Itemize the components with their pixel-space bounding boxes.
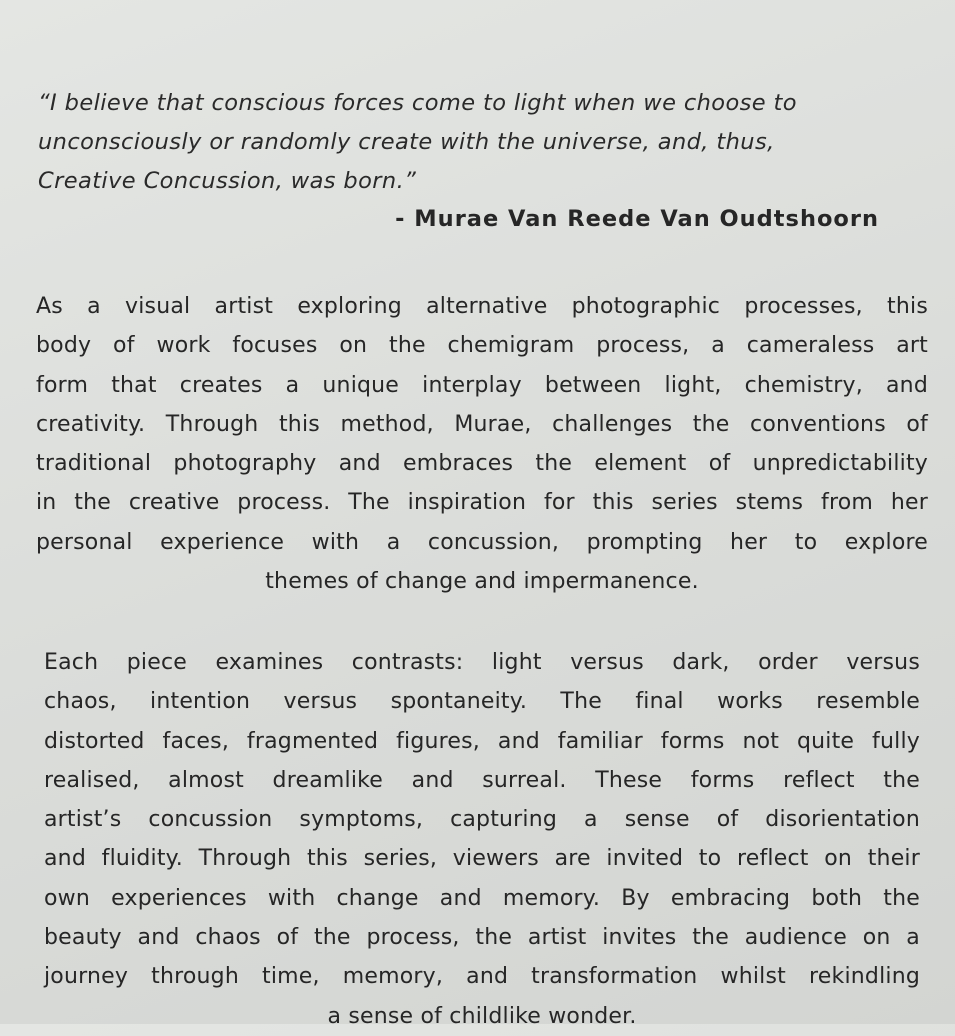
paragraph-line: beauty and chaos of the process, the artist invites the audience on a <box>44 925 920 951</box>
paragraph-line: artist’s concussion symptoms, capturing a sense of disorientation <box>44 807 920 833</box>
paragraph-line: themes of change and impermanence. <box>265 569 699 595</box>
paragraph-line: in the creative process. The inspiration for this series stems from her <box>36 490 928 516</box>
paragraph-line: chaos, intention versus spontaneity. The final works resemble <box>44 689 920 715</box>
paragraph-line: own experiences with change and memory. By embracing both the <box>44 885 920 911</box>
artist-statement-paragraph-1 <box>36 287 928 601</box>
paragraph-line: and fluidity. Through this series, viewers are invited to reflect on their <box>44 846 920 872</box>
paragraph-line: personal experience with a concussion, prompting her to explore <box>36 529 928 555</box>
paragraph-line: a sense of childlike wonder. <box>327 1003 637 1029</box>
paragraph-line: body of work focuses on the chemigram process, a cameraless art <box>36 333 928 359</box>
artist-statement-paragraph-2 <box>44 643 920 1036</box>
paragraph-line: traditional photography and embraces the element of unpredictability <box>36 451 928 477</box>
paragraph-line: distorted faces, fragmented figures, and familiar forms not quite fully <box>44 728 920 754</box>
paragraph-line: journey through time, memory, and transformation whilst rekindling <box>44 964 920 990</box>
paragraph-line: realised, almost dreamlike and surreal. These forms reflect the <box>44 767 920 793</box>
quote-line: unconsciously or randomly create with the universe, and, thus, <box>38 129 775 155</box>
paragraph-line: creativity. Through this method, Murae, challenges the conventions of <box>36 411 928 437</box>
paragraph-line: As a visual artist exploring alternative photographic processes, this <box>36 294 928 319</box>
artist-quote <box>38 84 898 201</box>
quote-attribution: - Murae Van Reede Van Oudtshoorn <box>395 206 879 232</box>
quote-line: “I believe that conscious forces come to light when we choose to <box>38 90 797 116</box>
paragraph-line: form that creates a unique interplay between light, chemistry, and <box>36 372 928 398</box>
paragraph-line: Each piece examines contrasts: light versus dark, order versus <box>44 650 920 675</box>
quote-line: Creative Concussion, was born.” <box>38 168 417 194</box>
